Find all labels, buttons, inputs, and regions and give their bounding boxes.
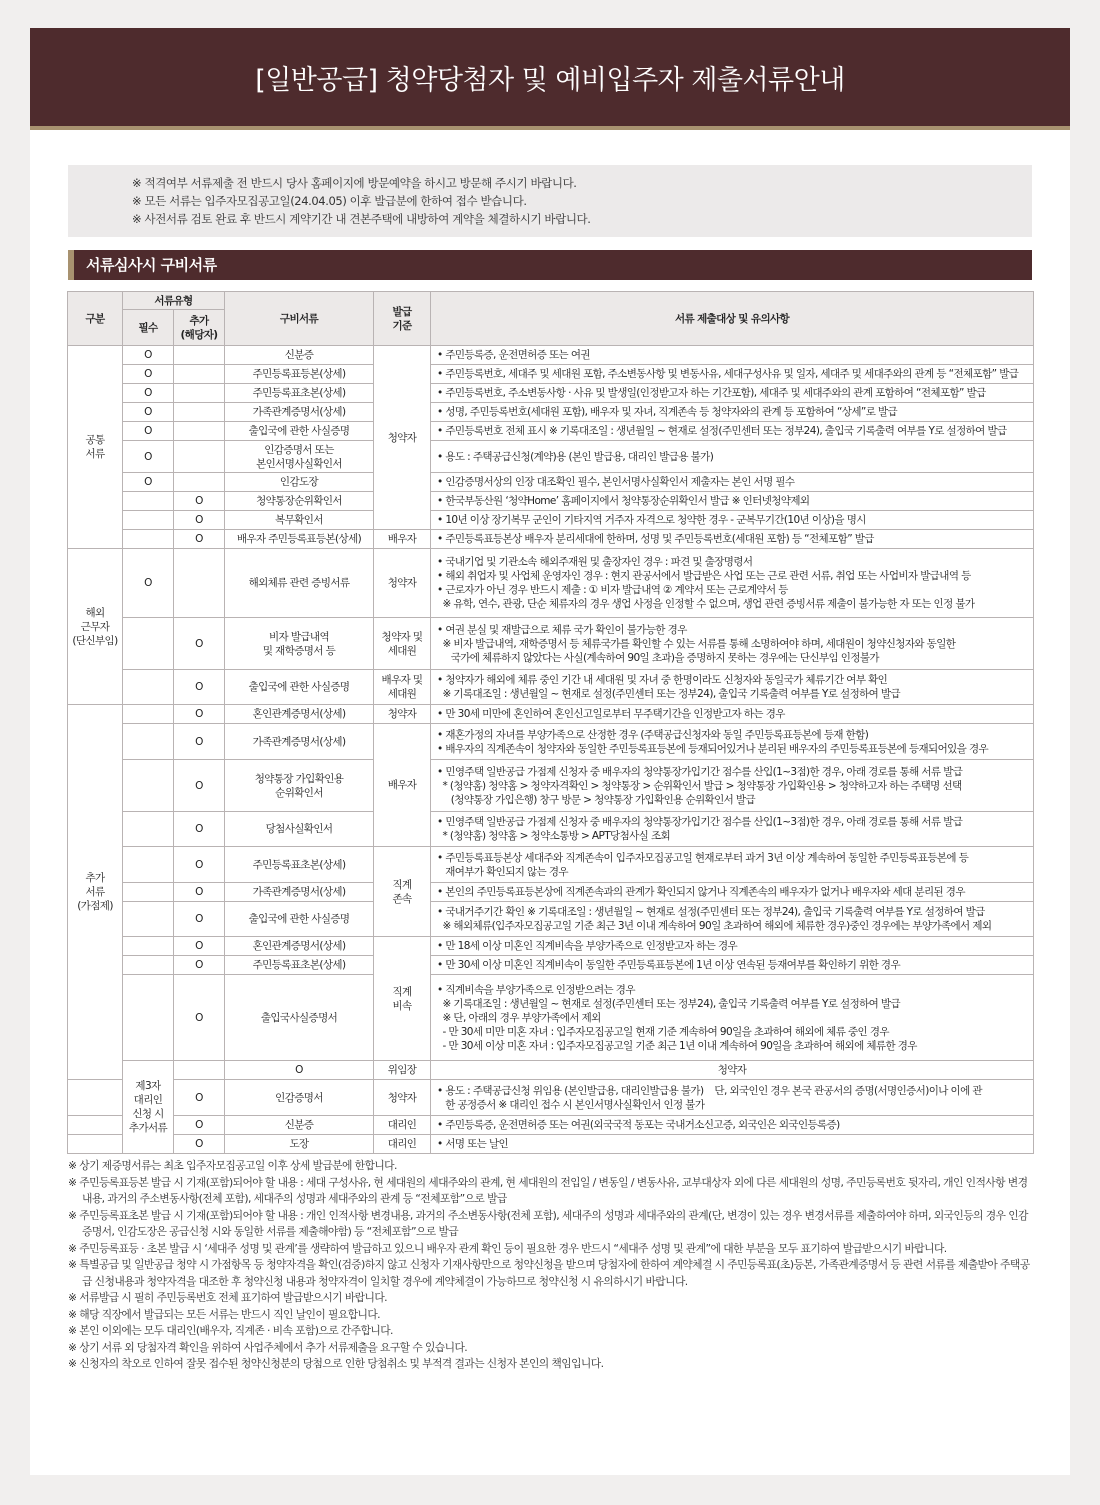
- footnote: ※ 상기 서류 외 당첨자격 확인을 위하여 사업주체에서 추가 서류제출을 요구할 수 있습니다.: [68, 1340, 468, 1354]
- document-name-line: 도장: [289, 1138, 309, 1150]
- additional-mark: O: [174, 812, 225, 847]
- document-name-line: 비자 발급내역: [269, 630, 330, 643]
- note-line: • 주민등록번호, 세대주 및 세대원 포함, 주소변동사항 및 변동사유, 세대구성사유 및 일자, 세대주 및 세대주와의 관계 등 “전체포함” 발급: [437, 368, 1019, 380]
- required-mark: O: [123, 422, 174, 441]
- document-name-line: 혼인관계증명서(상세): [252, 940, 346, 952]
- required-mark: O: [123, 384, 174, 403]
- document-name: [225, 365, 374, 384]
- additional-mark: O: [174, 705, 225, 724]
- group-label-line: 대리인: [133, 1094, 163, 1106]
- notes-cell: [431, 473, 1034, 492]
- required-mark: [123, 705, 174, 724]
- table-row: [68, 422, 1034, 441]
- note-line: • 주민등록번호 전체 표시 ※ 기록대조일 : 생년월일 ~ 현재로 설정(주민센터 또는 정부24), 출입국 기록출력 여부를 Y로 설정하여 발급: [437, 425, 1007, 437]
- document-name: [225, 724, 374, 760]
- notes-cell: [431, 1080, 1034, 1116]
- footnote: ※ 주민등록표초본 발급 시 기재(포함)되어야 할 내용 : 개인 인적사항 변경내용, 과거의 주소변동사항(전체 포함), 세대주의 성명과 세대주와의 관계(단, 변경이 있는 경우 변경서류를 제출하여야 하며, 외국인등의 경우 인감증명서, 인감도장은 공급신청 시와 동일한 서류를 제출해야함) 등 “전체포함”으로 발급: [68, 1208, 1028, 1238]
- additional-mark: O: [174, 760, 225, 812]
- table-row: [68, 384, 1034, 403]
- table-row: [68, 937, 1034, 956]
- document-name: [225, 346, 374, 365]
- issuer-line: 청약자: [387, 708, 417, 720]
- note-line: • 주민등록표등본상 세대주와 직계존속이 입주자모집공고일 현재로부터 과거 3년 이상 계속하여 동일한 주민등록표등본에 등: [437, 851, 969, 864]
- required-mark: [123, 530, 174, 549]
- footnote: ※ 신청자의 착오로 인하여 잘못 접수된 청약신청분의 당첨으로 인한 당첨취소 및 부적격 결과는 신청자 본인의 책임입니다.: [68, 1357, 604, 1370]
- note-line: 국가에 체류하지 않았다는 사실(계속하여 90일 초과)을 증명하지 못하는 경우에는 단신부임 인정불가: [437, 651, 879, 664]
- notes-cell: [431, 403, 1034, 422]
- note-line: • 용도 : 주택공급신청 위임용 (본인발급용, 대리인발급용 불가) 단, 외국인인 경우 본국 관공서의 증명(서명인증서)이나 이에 관: [437, 1084, 982, 1097]
- note-line: • 청약자가 해외에 체류 중인 기간 내 세대원 및 자녀 중 한명이라도 신청자와 동일국가 체류기간 여부 확인: [437, 674, 888, 686]
- note-line: ※ 단, 아래의 경우 부양가족에서 제외: [437, 1011, 601, 1024]
- issuer-agent: [374, 1135, 431, 1154]
- required-mark: O: [123, 549, 174, 618]
- required-mark: [123, 902, 174, 937]
- issuer-line: 비속: [392, 999, 412, 1012]
- notes-cell: [431, 760, 1034, 812]
- table-row: [68, 724, 1034, 760]
- section-title: 서류심사시 구비서류: [68, 250, 1032, 280]
- additional-mark: O: [174, 883, 225, 902]
- issuer-line: 청약자: [387, 431, 417, 444]
- document-name-line: 출입국에 관한 사실증명: [248, 913, 350, 925]
- notes-cell: [431, 441, 1034, 473]
- note-line: • 민영주택 일반공급 가점제 신청자 중 배우자의 청약통장가입기간 점수를 산입(1~3점)한 경우, 아래 경로를 통해 서류 발급: [437, 816, 963, 828]
- document-name: [225, 956, 374, 975]
- table-row: [68, 1116, 1034, 1135]
- required-mark: [123, 670, 174, 705]
- document-name-line: 본인서명사실확인서: [256, 457, 342, 470]
- issuer-line: 대리인: [387, 1138, 417, 1150]
- document-name-line: 신분증: [284, 1119, 314, 1131]
- issuer-lineal_descendant: [374, 937, 431, 1061]
- document-name-line: 신분증: [284, 349, 314, 361]
- note-line: • 여권 분실 및 재발급으로 체류 국가 확인이 불가능한 경우: [437, 623, 687, 636]
- required-mark: [123, 511, 174, 530]
- document-name-line: 인감증명서: [275, 1091, 323, 1104]
- note-line: • 주민등록증, 운전면허증 또는 여권(외국국적 동포는 국내거소신고증, 외국인은 외국인등록증): [437, 1119, 840, 1131]
- table-row: [68, 365, 1034, 384]
- document-name: [225, 812, 374, 847]
- notes-cell: [431, 847, 1034, 883]
- note-line: ※ 기록대조일 : 생년월일 ~ 현재로 설정(주민센터 또는 정부24), 출입국 기록출력 여부를 Y로 설정하여 발급: [437, 997, 901, 1010]
- issuer-applicant_household: [374, 618, 431, 670]
- footnote: ※ 본인 이외에는 모두 대리인(배우자, 직계존 · 비속 포함)으로 간주합니다.: [68, 1324, 393, 1337]
- table-row: [68, 883, 1034, 902]
- note-line: (청약통장 가입은행) 창구 방문 > 청약통장 가입확인용 순위확인서 발급: [437, 793, 755, 806]
- notes-cell: [431, 670, 1034, 705]
- document-name: [225, 670, 374, 705]
- additional-mark: [174, 365, 225, 384]
- note-line: 한 공정증서 ※ 대리인 접수 시 본인서명사실확인서 인정 불가: [437, 1098, 705, 1111]
- header-category: 구분: [68, 292, 123, 346]
- note-line: • 본인의 주민등록표등본상에 직계존속과의 관계가 확인되지 않거나 직계존속의 배우자가 없거나 배우자와 세대 분리된 경우: [437, 886, 965, 898]
- table-row: [68, 441, 1034, 473]
- group-label-line: 해외: [85, 606, 105, 619]
- table-row: [68, 618, 1034, 670]
- required-mark: O: [123, 365, 174, 384]
- header-additional: 추가 (해당자): [174, 310, 225, 346]
- note-line: • 배우자의 직계존속이 청약자와 동일한 주민등록표등본에 등재되어있거나 분리된 배우자의 주민등록표등본에 등재되어있을 경우: [437, 742, 989, 755]
- document-name-line: 및 재학증명서 등: [262, 644, 336, 657]
- notes-cell: [431, 956, 1034, 975]
- notes-cell: [431, 724, 1034, 760]
- document-name-line: 출입국사실증명서: [260, 1011, 338, 1024]
- document-name-line: 주민등록표등본(상세): [252, 368, 346, 380]
- note-line: • 만 18세 이상 미혼인 직계비속을 부양가족으로 인정받고자 하는 경우: [437, 940, 738, 952]
- issuer-spouse: [374, 530, 431, 549]
- required-mark: [123, 618, 174, 670]
- issuer-line: 배우자: [387, 779, 417, 791]
- document-name-line: 가족관계증명서(상세): [252, 406, 346, 418]
- footnote: ※ 주민등록표등 · 초본 발급 시 ‘세대주 성명 및 관계’를 생략하여 발급하고 있으니 배우자 관계 확인 등이 필요한 경우 반드시 “세대주 성명 및 관계”에 대한 부분을 모두 표기하여 발급받으시기 바랍니다.: [68, 1241, 947, 1255]
- additional-mark: O: [174, 937, 225, 956]
- issuer-spouse: [374, 724, 431, 847]
- notes-cell: [431, 346, 1034, 365]
- required-mark: O: [123, 346, 174, 365]
- note-line: • 용도 : 주택공급신청(계약)용 (본인 발급용, 대리인 발급용 불가): [437, 450, 714, 463]
- additional-mark: O: [225, 1061, 374, 1080]
- required-mark: [123, 847, 174, 883]
- note-line: • 서명 또는 날인: [437, 1138, 509, 1150]
- document-name: [225, 403, 374, 422]
- note-line: • 성명, 주민등록번호(세대원 포함), 배우자 및 자녀, 직계존속 등 청약자와의 관계 등 포함하여 “상세”로 발급: [437, 406, 898, 418]
- notes-cell: [431, 618, 1034, 670]
- notes-cell: [431, 1116, 1034, 1135]
- issuer-line: 청약자: [387, 577, 417, 589]
- document-name: [225, 1116, 374, 1135]
- required-mark: [123, 812, 174, 847]
- document-name-line: 청약통장 가입확인용: [254, 772, 344, 785]
- required-mark: [123, 760, 174, 812]
- title-banner: [30, 28, 1070, 130]
- issuer-lineal_ascendant: [374, 847, 431, 937]
- document-name: [225, 618, 374, 670]
- footnotes: [68, 1158, 1032, 1373]
- document-name: [225, 902, 374, 937]
- document-name: [225, 705, 374, 724]
- notes-cell: [431, 365, 1034, 384]
- notes-cell: [431, 1135, 1034, 1154]
- table-row: [68, 956, 1034, 975]
- document-name: [225, 422, 374, 441]
- document-name-line: 순위확인서: [275, 786, 323, 799]
- document-name: [225, 937, 374, 956]
- additional-mark: O: [174, 847, 225, 883]
- note-line: • 주민등록표등본상 배우자 분리세대에 한하며, 성명 및 주민등록번호(세대원 포함) 등 “전체포함” 발급: [437, 533, 874, 545]
- table-row: [68, 812, 1034, 847]
- notes-cell: [431, 975, 1034, 1061]
- group-label-line: 공통: [85, 434, 105, 446]
- additional-mark: O: [174, 1135, 225, 1154]
- notice-box: [68, 165, 1032, 237]
- group-label-line: 추가서류: [128, 1122, 168, 1134]
- note-line: • 인감증명서상의 인장 대조확인 필수, 본인서명사실확인서 제출자는 본인 서명 필수: [437, 476, 795, 488]
- additional-mark: [174, 384, 225, 403]
- notes-cell: [431, 902, 1034, 937]
- document-name: [225, 530, 374, 549]
- additional-mark: [174, 473, 225, 492]
- note-line: • 민영주택 일반공급 가점제 신청자 중 배우자의 청약통장가입기간 점수를 산입(1~3점)한 경우, 아래 경로를 통해 서류 발급: [437, 765, 963, 778]
- note-line: ※ 유학, 연수, 관광, 단순 체류자의 경우 생업 사정을 인정할 수 없으며, 생업 관련 증빙서류 제출이 불가능한 자 또는 인정 불가: [437, 598, 975, 610]
- table-row: [68, 847, 1034, 883]
- document-name: [225, 883, 374, 902]
- document-name: [225, 1080, 374, 1116]
- document-name-line: 해외체류 관련 증빙서류: [248, 577, 350, 589]
- note-line: • 재혼가정의 자녀를 부양가족으로 산정한 경우 (주택공급신청자와 동일 주민등록표등본에 등재 한함): [437, 728, 869, 741]
- required-mark: [123, 975, 174, 1061]
- footnote: ※ 특별공급 및 일반공급 청약 시 가점항목 등 청약자격을 확인(검증)하지 않고 신청자 기재사항만으로 청약신청을 받으며 당첨자에 한하여 계약체결 시 주민등록표(초)등본, 가족관계증명서 등 관련 서류를 제출받아 주택공급 신청내용과 청약자격을 대조한 후 청약신청 내용과 청약자격이 일치할 경우에 계약체결이 가능하므로 청약신청 시 유의하시기 바랍니다.: [68, 1258, 1030, 1288]
- document-name: [225, 384, 374, 403]
- document-name-line: 가족관계증명서(상세): [252, 886, 346, 898]
- group-label-third: [123, 1061, 174, 1154]
- issuer-line: 세대원: [387, 688, 417, 700]
- required-mark: [123, 724, 174, 760]
- note-line: * (청약홈) 청약홈 > 청약소통방 > APT당첨사실 조회: [437, 830, 671, 842]
- issuer-line: 청약자 및: [381, 630, 423, 643]
- required-mark: O: [123, 441, 174, 473]
- notes-cell: [431, 937, 1034, 956]
- group-label-common: [68, 346, 123, 549]
- note-line: • 10년 이상 장기복무 군인이 기타지역 거주자 자격으로 청약한 경우 - 군복무기간(10년 이상)을 명시: [437, 514, 866, 526]
- document-name-line: 주민등록표초본(상세): [252, 858, 346, 871]
- header-notes: 서류 제출대상 및 유의사항: [431, 292, 1034, 346]
- header-issuer: 발급 기준: [374, 292, 431, 346]
- required-mark: O: [123, 473, 174, 492]
- additional-mark: O: [174, 724, 225, 760]
- required-mark: [123, 956, 174, 975]
- notes-cell: [431, 511, 1034, 530]
- issuer-line: 직계: [392, 878, 412, 891]
- notes-cell: [431, 705, 1034, 724]
- group-label-line: 서류: [85, 886, 105, 898]
- document-name-line: 당첨사실확인서: [265, 823, 333, 835]
- group-label-line: 근무자: [80, 620, 110, 633]
- group-label-line: (단신부임): [72, 634, 118, 647]
- additional-mark: O: [174, 530, 225, 549]
- note-line: ※ 기록대조일 : 생년월일 ~ 현재로 설정(주민센터 또는 정부24), 출입국 기록출력 여부를 Y로 설정하여 발급: [437, 688, 901, 700]
- notes-cell: [431, 492, 1034, 511]
- table-row: [68, 705, 1034, 724]
- issuer-line: 청약자: [717, 1064, 747, 1076]
- footnote: ※ 주민등록표등본 발급 시 기재(포함)되어야 할 내용 : 세대 구성사유, 현 세대원의 세대주와의 관계, 현 세대원의 전입일 / 변동일 / 변동사유, 교부대상자 외에 다른 세대원의 성명, 주민등록번호 뒷자리, 개인 인적사항 변경내용, 과거의 주소변동사항(전체 포함), 세대주의 성명과 세대주와의 관계 등 “전체포함”으로 발급: [68, 1175, 1028, 1205]
- document-name-line: 인감증명서 또는: [264, 443, 334, 456]
- issuer-applicant: [374, 1080, 431, 1116]
- additional-mark: [174, 403, 225, 422]
- issuer-spouse_household: [374, 670, 431, 705]
- table-row: [68, 473, 1034, 492]
- required-mark: [123, 492, 174, 511]
- document-name-line: 인감도장: [279, 476, 319, 488]
- table-row: [68, 1080, 1034, 1116]
- table-row: [68, 975, 1034, 1061]
- note-line: • 국내기업 및 기관소속 해외주재원 및 출장자인 경우 : 파견 및 출장명령서: [437, 556, 753, 568]
- notes-cell: [431, 422, 1034, 441]
- note-line: - 만 30세 미만 미혼 자녀 : 입주자모집공고일 현재 기준 계속하여 90일을 초과하여 해외에 체류 중인 경우: [437, 1025, 889, 1038]
- notes-cell: [431, 549, 1034, 618]
- issuer-line: 세대원: [387, 644, 417, 657]
- table-row: [68, 1135, 1034, 1154]
- document-name: [225, 975, 374, 1061]
- note-line: - 만 30세 이상 미혼 자녀 : 입주자모집공고일 기준 최근 1년 이내 계속하여 90일을 초과하여 해외에 체류한 경우: [437, 1039, 917, 1052]
- group-label-line: 제3자: [135, 1080, 161, 1092]
- required-mark: [174, 1061, 225, 1080]
- additional-mark: O: [174, 670, 225, 705]
- required-mark: [123, 883, 174, 902]
- note-line: • 직계비속을 부양가족으로 인정받으려는 경우: [437, 983, 635, 996]
- table-row: [68, 492, 1034, 511]
- required-mark: [68, 1135, 123, 1154]
- document-name-line: 배우자 주민등록표등본(상세): [236, 533, 362, 545]
- page-title: [일반공급] 청약당첨자 및 예비입주자 제출서류안내: [255, 64, 845, 96]
- issuer-applicant: [431, 1061, 1034, 1080]
- additional-mark: O: [174, 975, 225, 1061]
- document-name-line: 가족관계증명서(상세): [252, 735, 346, 748]
- document-name: [225, 1135, 374, 1154]
- note-line: * (청약홈) 청약홈 > 청약자격확인 > 청약통장 > 순위확인서 발급 > 청약통장 가입확인용 > 청약하고자 하는 주택명 선택: [437, 779, 962, 792]
- header-document: 구비서류: [225, 292, 374, 346]
- document-name-line: 위임장: [387, 1064, 417, 1076]
- table-row: [68, 1061, 1034, 1080]
- document-name-line: 출입국에 관한 사실증명: [248, 681, 350, 693]
- issuer-applicant: [374, 549, 431, 618]
- note-line: 재여부가 확인되지 않는 경우: [437, 865, 568, 878]
- group-label-extra: [68, 705, 123, 1080]
- note-line: • 만 30세 미만에 혼인하여 혼인신고일로부터 무주택기간을 인정받고자 하는 경우: [437, 708, 785, 720]
- required-mark: [123, 937, 174, 956]
- group-label-line: 추가: [85, 872, 105, 884]
- table-row: [68, 902, 1034, 937]
- document-name: [225, 847, 374, 883]
- table-row: [68, 530, 1034, 549]
- issuer-line: 배우자: [387, 533, 417, 545]
- notes-cell: [431, 883, 1034, 902]
- document-name-line: 주민등록표초본(상세): [252, 387, 346, 399]
- table-row: [68, 403, 1034, 422]
- additional-mark: O: [174, 618, 225, 670]
- note-line: • 근로자가 아닌 경우 반드시 제출 : ① 비자 발급내역 ② 계약서 또는 근로계약서 등: [437, 584, 788, 596]
- notes-cell: [431, 812, 1034, 847]
- note-line: • 국내거주기간 확인 ※ 기록대조일 : 생년월일 ~ 현재로 설정(주민센터 또는 정부24), 출입국 기록출력 여부를 Y로 설정하여 발급: [437, 906, 985, 918]
- additional-mark: [174, 422, 225, 441]
- document-page: [30, 28, 1070, 1475]
- table-row: [68, 346, 1034, 365]
- issuer-agent: [374, 1116, 431, 1135]
- header-required: 필수: [123, 310, 174, 346]
- footnote: ※ 상기 제증명서류는 최초 입주자모집공고일 이후 상세 발급분에 한합니다.: [68, 1159, 397, 1172]
- note-line: • 주민등록번호, 주소변동사항 · 사유 및 발생일(인정받고자 하는 기간포함), 세대주 및 세대주와의 관계 포함하여 “전체포함” 발급: [437, 387, 986, 399]
- document-name: [225, 473, 374, 492]
- additional-mark: O: [174, 956, 225, 975]
- table-row: [68, 549, 1034, 618]
- group-label-overseas: [68, 549, 123, 705]
- notice-line: ※ 사전서류 검토 완료 후 반드시 계약기간 내 견본주택에 내방하여 계약을 체결하시기 바랍니다.: [132, 212, 591, 226]
- issuer-line: 배우자 및: [381, 674, 423, 686]
- document-name-line: 출입국에 관한 사실증명: [248, 425, 350, 437]
- table-row: [68, 670, 1034, 705]
- footnote: ※ 서류발급 시 필히 주민등록번호 전체 표기하여 발급받으시기 바랍니다.: [68, 1291, 387, 1304]
- notice-line: ※ 적격여부 서류제출 전 반드시 당사 홈페이지에 방문예약을 하시고 방문해 주시기 바랍니다.: [132, 176, 577, 190]
- required-mark: O: [123, 403, 174, 422]
- note-line: ※ 비자 발급내역, 재학증명서 등 체류국가를 확인할 수 있는 서류를 통해 소명하여야 하며, 세대원이 청약신청자와 동일한: [437, 637, 956, 650]
- issuer-applicant: [374, 705, 431, 724]
- note-line: • 주민등록증, 운전면허증 또는 여권: [437, 349, 590, 361]
- table-row: [68, 511, 1034, 530]
- document-name-line: 주민등록표초본(상세): [252, 959, 346, 971]
- notes-cell: [431, 530, 1034, 549]
- document-name: [225, 549, 374, 618]
- group-label-line: 서류: [85, 448, 105, 460]
- notice-line: ※ 모든 서류는 입주자모집공고일(24.04.05) 이후 발급분에 한하여 접수 받습니다.: [132, 194, 527, 208]
- issuer-line: 존속: [392, 892, 412, 905]
- note-line: ※ 해외체류(입주자모집공고일 기준 최근 3년 이내 계속하여 90일 초과하여 해외에 체류한 경우)중인 경우에는 부양가족에서 제외: [437, 920, 992, 932]
- required-mark: [68, 1116, 123, 1135]
- issuer-applicant: [374, 346, 431, 530]
- note-line: • 한국부동산원 ‘청약Home’ 홈페이지에서 청약통장순위확인서 발급 ※ 인터넷청약제외: [437, 495, 810, 507]
- document-name-line: 청약통장순위확인서: [256, 495, 342, 507]
- document-name: [374, 1061, 431, 1080]
- additional-mark: O: [174, 1116, 225, 1135]
- footnote: ※ 해당 직장에서 발급되는 모든 서류는 반드시 직인 날인이 필요합니다.: [68, 1307, 380, 1321]
- additional-mark: [174, 346, 225, 365]
- document-name: [225, 760, 374, 812]
- issuer-line: 직계: [392, 985, 412, 998]
- note-line: • 해외 취업자 및 사업체 운영자인 경우 : 현지 관공서에서 발급받은 사업 또는 근로 관련 서류, 취업 또는 사업비자 발급내역 등: [437, 570, 971, 582]
- table-row: [68, 760, 1034, 812]
- notes-cell: [431, 384, 1034, 403]
- document-name: [225, 511, 374, 530]
- required-mark: [68, 1080, 123, 1116]
- additional-mark: [174, 441, 225, 473]
- issuer-line: 대리인: [387, 1119, 417, 1131]
- additional-mark: O: [174, 1080, 225, 1116]
- documents-table: [67, 291, 1034, 1154]
- additional-mark: O: [174, 511, 225, 530]
- additional-mark: [174, 549, 225, 618]
- group-label-line: (가점제): [77, 900, 113, 912]
- note-line: • 만 30세 이상 미혼인 직계비속이 동일한 주민등록표등본에 1년 이상 연속된 등재여부를 확인하기 위한 경우: [437, 959, 900, 971]
- group-label-line: 신청 시: [132, 1108, 164, 1120]
- header-doc-type: 서류유형: [123, 292, 225, 310]
- additional-mark: O: [174, 902, 225, 937]
- table-body: [68, 346, 1034, 1154]
- document-name-line: 복무확인서: [275, 514, 323, 526]
- document-name-line: 혼인관계증명서(상세): [252, 708, 346, 720]
- additional-mark: O: [174, 492, 225, 511]
- issuer-line: 청약자: [387, 1091, 417, 1104]
- document-name: [225, 441, 374, 473]
- document-name: [225, 492, 374, 511]
